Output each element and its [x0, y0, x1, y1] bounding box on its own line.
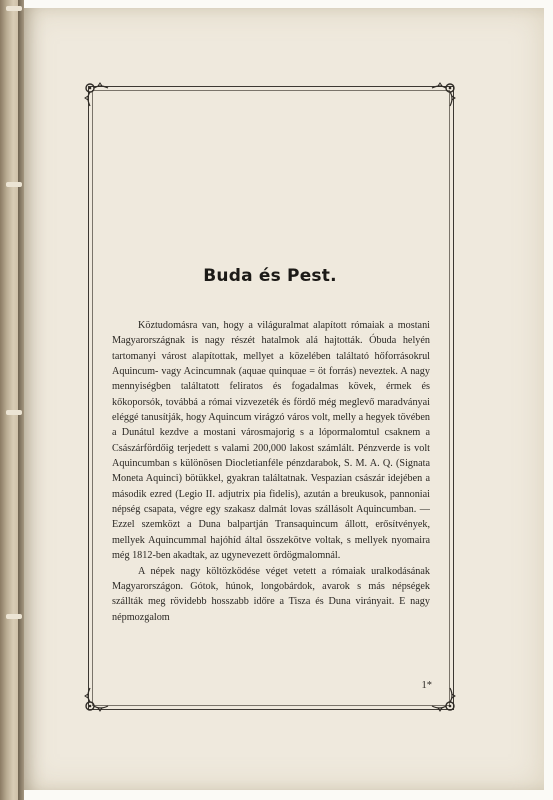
- paragraph: A népek nagy költözködése véget vetett a rómaiak uralkodásának Magyarországon. Gótok, húnok, longobárdok, avarok s más népségek szállták meg rövidebb hosszabb időre a Tisza és Duna virányait. E nagy népmozgalom: [112, 565, 430, 623]
- binding-thread: [6, 182, 22, 187]
- body-text: [112, 318, 430, 625]
- floral-corner-icon: [430, 78, 460, 108]
- chapter-title: Buda és Pest.: [203, 266, 337, 286]
- page-number: 1*: [421, 680, 432, 691]
- binding-thread: [6, 614, 22, 619]
- paragraph: Köztudomásra van, hogy a világuralmat alapított rómaiak a mostani Magyarországnak is nagy részét hatalmok alá hajtották. Óbuda helyén tartomanyi várost alapítottak, mellyet a közelében találtató hőforrásokrul Aquincum- vagy Acincumnak (aquae quinquae = öt forrás) neveztek. A nagy mennyiségben találtatott feliratos és fogadalmas kövek, érmek és kőkoporsók, továbbá a római vizvezeték és fördő még meglevő maradványai eléggé tanusítják, hogy Aquincum virágzó város volt, melly a hegyek tövében a Dunátul kezdve a mostani városmajorig s a lópormalomtul csaknem a Császárfördőig terjedett s valami 200,000 lakost számlált. Pénzverde is volt Aquincumban s különösen Diocletianféle pénzdarabok, S. M. A. Q. (Signata Moneta Aquinci) bötükkel, gyakran találtatnak. Vespazian császár idejében a második ezred (Legio II. adjutrix pia fidelis), azután a breukusok, pannoniai népség csapata, végre egy szakasz dalmát lovas szállásolt Aquincumban. — Ezzel szemközt a Duna balpartján Transaquincum állott, erősítvények, mellyek Aquincummal hajóhíd által összekötve voltak, s mellyek nyomaira még 1812-ben akadtak, az ugynevezett ördögmalomnál.: [112, 320, 430, 562]
- binding-thread: [6, 410, 22, 415]
- floral-corner-icon: [80, 78, 110, 108]
- floral-corner-icon: [430, 686, 460, 716]
- floral-corner-icon: [80, 686, 110, 716]
- binding-thread: [6, 6, 22, 11]
